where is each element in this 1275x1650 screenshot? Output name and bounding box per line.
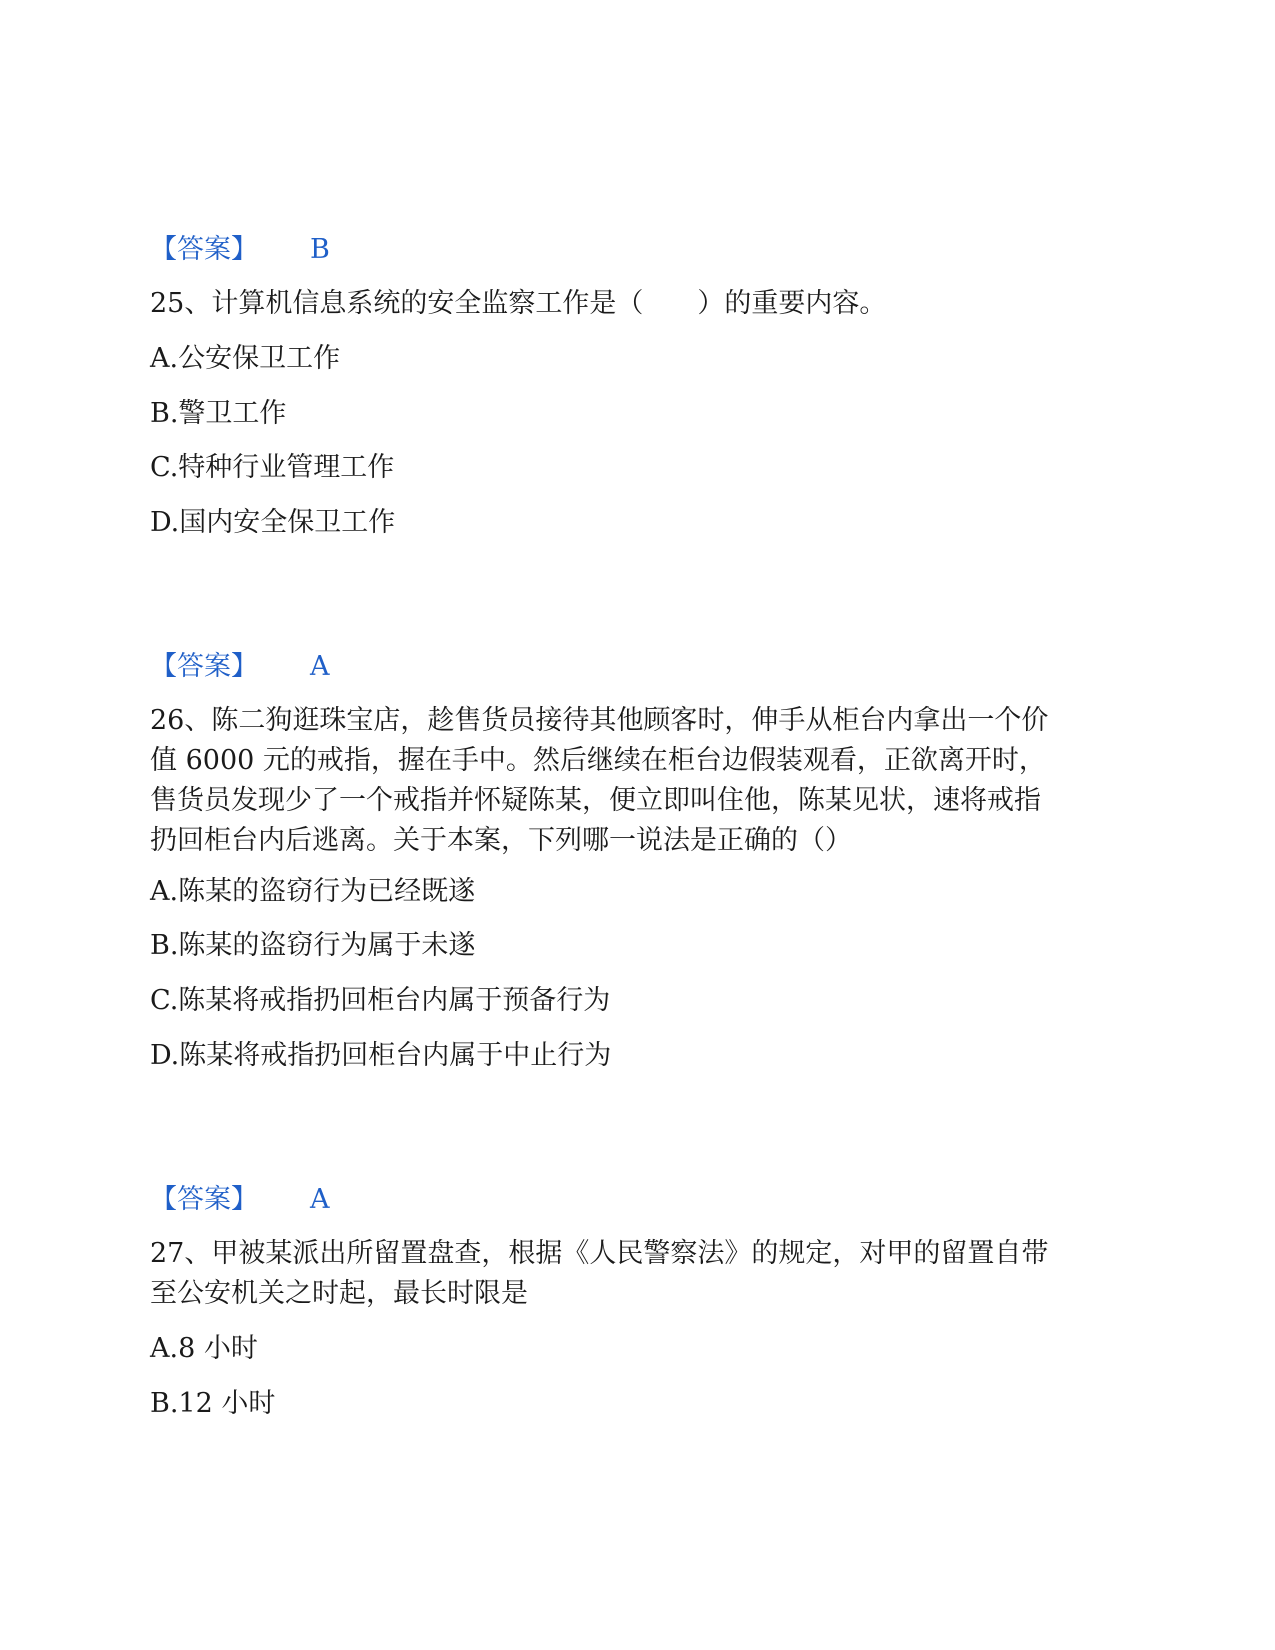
option-a: A.陈某的盗窃行为已经既遂 [150,876,476,907]
option-d: D.陈某将戒指扔回柜台内属于中止行为 [150,1040,612,1071]
answer-line [150,1180,330,1220]
answer-label: 【答案】 [150,1184,258,1215]
answer-label: 【答案】 [150,651,258,682]
option-b: B.陈某的盗窃行为属于未遂 [150,930,476,961]
question-stem [150,701,1130,861]
option-a: A.公安保卫工作 [150,343,341,374]
question-stem [150,1234,1130,1314]
answer-value: B [310,234,330,265]
question-stem: 25、计算机信息系统的安全监察工作是（ ）的重要内容。 [150,288,887,319]
answer-label: 【答案】 [150,234,258,265]
stem-line: 扔回柜台内后逃离。关于本案，下列哪一说法是正确的（） [150,825,852,856]
answer-value: A [310,651,330,682]
stem-line: 27、甲被某派出所留置盘查，根据《人民警察法》的规定，对甲的留置自带 [150,1238,1049,1269]
stem-line: 售货员发现少了一个戒指并怀疑陈某，便立即叫住他，陈某见状，速将戒指 [150,785,1041,816]
option-a: A.8 小时 [150,1333,258,1364]
option-b: B.12 小时 [150,1388,276,1419]
option-c: C.特种行业管理工作 [150,452,395,483]
answer-line [150,647,330,687]
stem-line: 值 6000 元的戒指，握在手中。然后继续在柜台边假装观看，正欲离开时， [150,745,1046,776]
answer-value: A [310,1184,330,1215]
stem-line: 26、陈二狗逛珠宝店，趁售货员接待其他顾客时，伸手从柜台内拿出一个价 [150,705,1049,736]
option-c: C.陈某将戒指扔回柜台内属于预备行为 [150,985,611,1016]
stem-line: 至公安机关之时起，最长时限是 [150,1278,528,1309]
answer-line [150,230,330,270]
option-d: D.国内安全保卫工作 [150,507,396,538]
option-b: B.警卫工作 [150,398,287,429]
